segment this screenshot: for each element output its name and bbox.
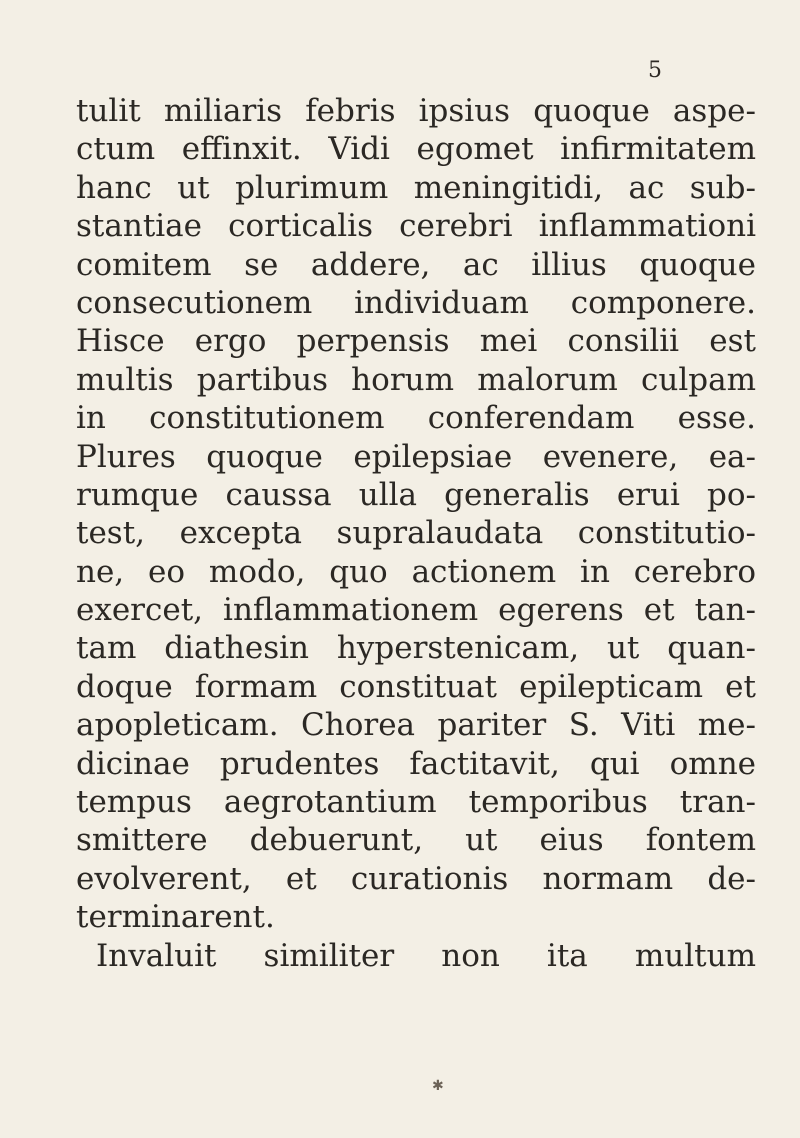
signature-mark-icon: ✱: [432, 1078, 444, 1094]
text-line: rumque caussa ulla generalis erui po-: [76, 476, 756, 513]
text-line: exercet, inflammationem egerens et tan-: [76, 592, 756, 629]
text-line: terminarent.: [76, 899, 275, 936]
text-line: ctum effinxit. Vidi egomet infirmitatem: [76, 131, 756, 168]
text-line: Invaluit similiter non ita multum: [96, 937, 756, 974]
text-line: comitem se addere, ac illius quoque: [76, 246, 756, 283]
text-line: apopleticam. Chorea pariter S. Viti me-: [76, 707, 756, 744]
text-line: dicinae prudentes factitavit, qui omne: [76, 745, 756, 782]
text-line: smittere debuerunt, ut eius fontem: [76, 822, 756, 859]
text-line: doque formam constituat epilepticam et: [76, 668, 756, 705]
text-line: hanc ut plurimum meningitidi, ac sub-: [76, 169, 756, 206]
text-line: multis partibus horum malorum culpam: [76, 361, 756, 398]
text-line: ne, eo modo, quo actionem in cerebro: [76, 553, 756, 590]
page-number: 5: [648, 58, 662, 83]
text-line: tam diathesin hyperstenicam, ut quan-: [76, 630, 756, 667]
text-line: tempus aegrotantium temporibus tran-: [76, 784, 756, 821]
text-line: in constitutionem conferendam esse.: [76, 400, 756, 437]
text-line: test, excepta supralaudata constitutio-: [76, 515, 756, 552]
text-line: consecutionem individuam componere.: [76, 284, 756, 321]
text-line: evolverent, et curationis normam de-: [76, 860, 756, 897]
text-line: stantiae corticalis cerebri inflammationi: [76, 208, 756, 245]
text-line: Hisce ergo perpensis mei consilii est: [76, 323, 756, 360]
text-line: Plures quoque epilepsiae evenere, ea-: [76, 438, 756, 475]
body-text: [76, 92, 756, 975]
text-line: tulit miliaris febris ipsius quoque aspe-: [76, 93, 756, 129]
